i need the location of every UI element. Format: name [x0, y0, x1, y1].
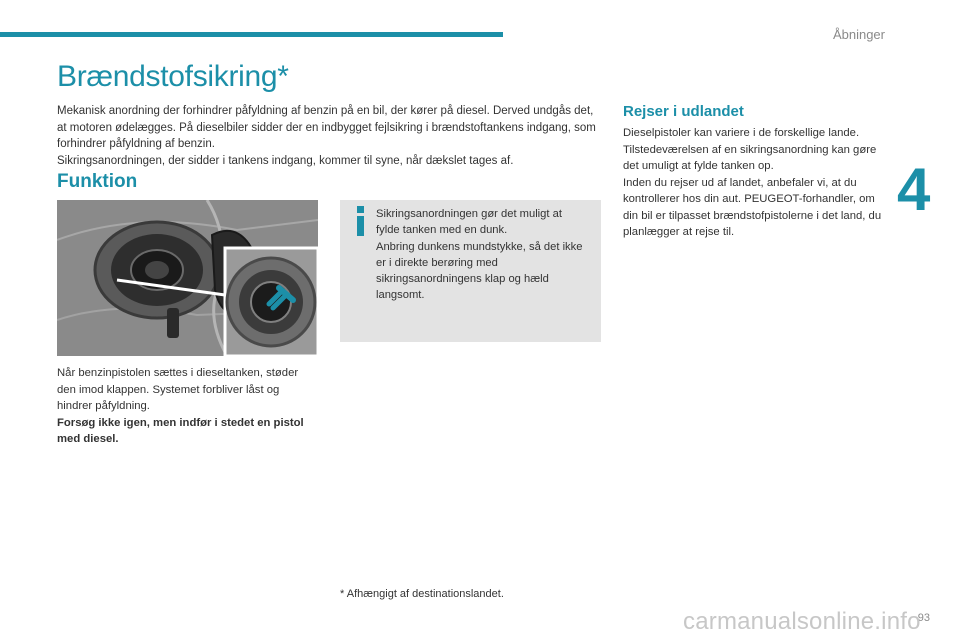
top-accent-bar: [0, 32, 503, 37]
caption-text: Når benzinpistolen sættes i dieseltanken, støder den imod klappen. Systemet forbliver låst og hindrer påfyldning.: [57, 367, 299, 412]
section-label: Åbninger: [832, 27, 885, 42]
watermark-text: carmanualsonline.info: [683, 608, 921, 635]
travel-paragraph: Inden du rejser ud af landet, anbefaler vi, at du kontrollerer hos din aut. PEUGEOT-forhandler, om din bil er tilpasset brændstofpistolerne i det land, du planlægger at rejse til.: [623, 176, 882, 238]
info-icon: [354, 206, 368, 236]
page-number: 93: [917, 612, 930, 624]
info-note-box: [340, 200, 601, 342]
info-note-text: [376, 206, 588, 304]
intro-paragraph: Sikringsanordningen, der sidder i tankens indgang, kommer til syne, når dækslet tages af.: [57, 154, 514, 167]
info-note-line: Anbring dunkens mundstykke, så det ikke er i direkte berøring med sikringsanordningens klap og hæld langsomt.: [376, 240, 583, 302]
info-note-line: Sikringsanordningen gør det muligt at fylde tanken med en dunk.: [376, 208, 562, 237]
funktion-heading: Funktion: [57, 171, 138, 192]
fuel-inlet-illustration: [57, 200, 318, 356]
caption-warning: Forsøg ikke igen, men indfør i stedet en pistol med diesel.: [57, 416, 304, 445]
travel-heading: Rejser i udlandet: [623, 103, 744, 120]
travel-text: [623, 125, 888, 241]
chapter-number: 4: [897, 156, 931, 223]
intro-text: [57, 103, 597, 169]
illustration-caption: [57, 365, 307, 448]
intro-paragraph: Mekanisk anordning der forhindrer påfyldning af benzin på en bil, der kører på diesel. Derved undgås det, at motoren ødelægges. På dieselbiler sidder der en indbygget fejlsikring i brændstoftankens indgang, som forhindrer påfyldning af benzin.: [57, 105, 596, 150]
footnote: * Afhængigt af destinationslandet.: [340, 588, 504, 600]
page-title: Brændstofsikring*: [57, 60, 289, 93]
travel-paragraph: Dieselpistoler kan variere i de forskellige lande. Tilstedeværelsen af en sikringsanordning kan gøre det umuligt at fylde tanken op.: [623, 127, 877, 172]
